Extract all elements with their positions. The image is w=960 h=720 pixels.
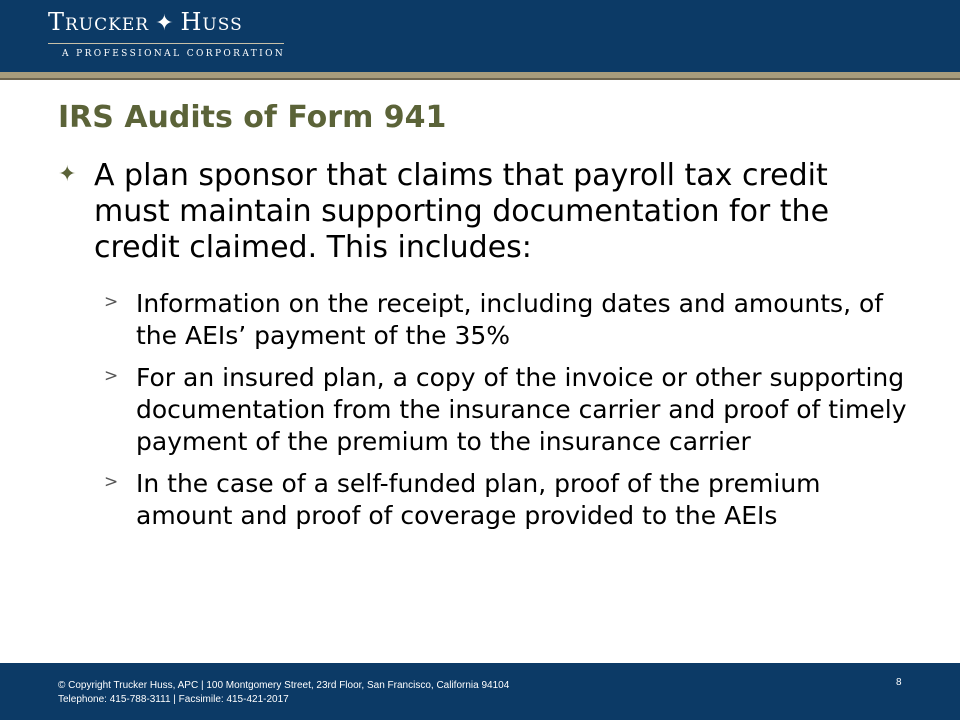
sub-bullet-text: In the case of a self-funded plan, proof of the premium amount and proof of coverage provided to the AEIs xyxy=(136,469,821,530)
sub-bullet xyxy=(104,288,914,352)
star-icon: ✦ xyxy=(155,11,175,36)
chevron-right-icon: > xyxy=(104,472,119,492)
logo-divider xyxy=(48,43,284,44)
sub-bullet-list xyxy=(104,288,914,542)
slide-title: IRS Audits of Form 941 xyxy=(58,100,447,135)
footer-copyright xyxy=(58,679,509,707)
four-point-star-icon: ✦ xyxy=(58,162,77,187)
logo-subtitle: A PROFESSIONAL CORPORATION xyxy=(62,49,286,59)
logo-name xyxy=(48,6,285,40)
header-bar xyxy=(0,0,960,72)
company-logo xyxy=(48,6,285,59)
sub-bullet xyxy=(104,362,914,458)
footer-bar xyxy=(0,663,960,720)
page-number: 8 xyxy=(896,677,902,688)
footer-line-phone: Telephone: 415-788-3111 | Facsimile: 415-421-2017 xyxy=(58,694,289,705)
main-bullet xyxy=(58,158,908,266)
sub-bullet xyxy=(104,468,914,532)
logo-name-left: Trucker xyxy=(48,8,150,36)
logo-name-right: Huss xyxy=(180,8,243,36)
sub-bullet-text: For an insured plan, a copy of the invoice or other supporting documentation from the insurance carrier and proof of timely payment of the premium to the insurance carrier xyxy=(136,363,907,456)
header-accent-rule-dark xyxy=(0,78,960,80)
sub-bullet-text: Information on the receipt, including dates and amounts, of the AEIs’ payment of the 35% xyxy=(136,289,884,350)
main-bullet-text: A plan sponsor that claims that payroll tax credit must maintain supporting documentation for the credit claimed. This includes: xyxy=(94,158,830,265)
chevron-right-icon: > xyxy=(104,366,119,386)
footer-line-address: © Copyright Trucker Huss, APC | 100 Montgomery Street, 23rd Floor, San Francisco, California 94104 xyxy=(58,680,510,691)
chevron-right-icon: > xyxy=(104,292,119,312)
